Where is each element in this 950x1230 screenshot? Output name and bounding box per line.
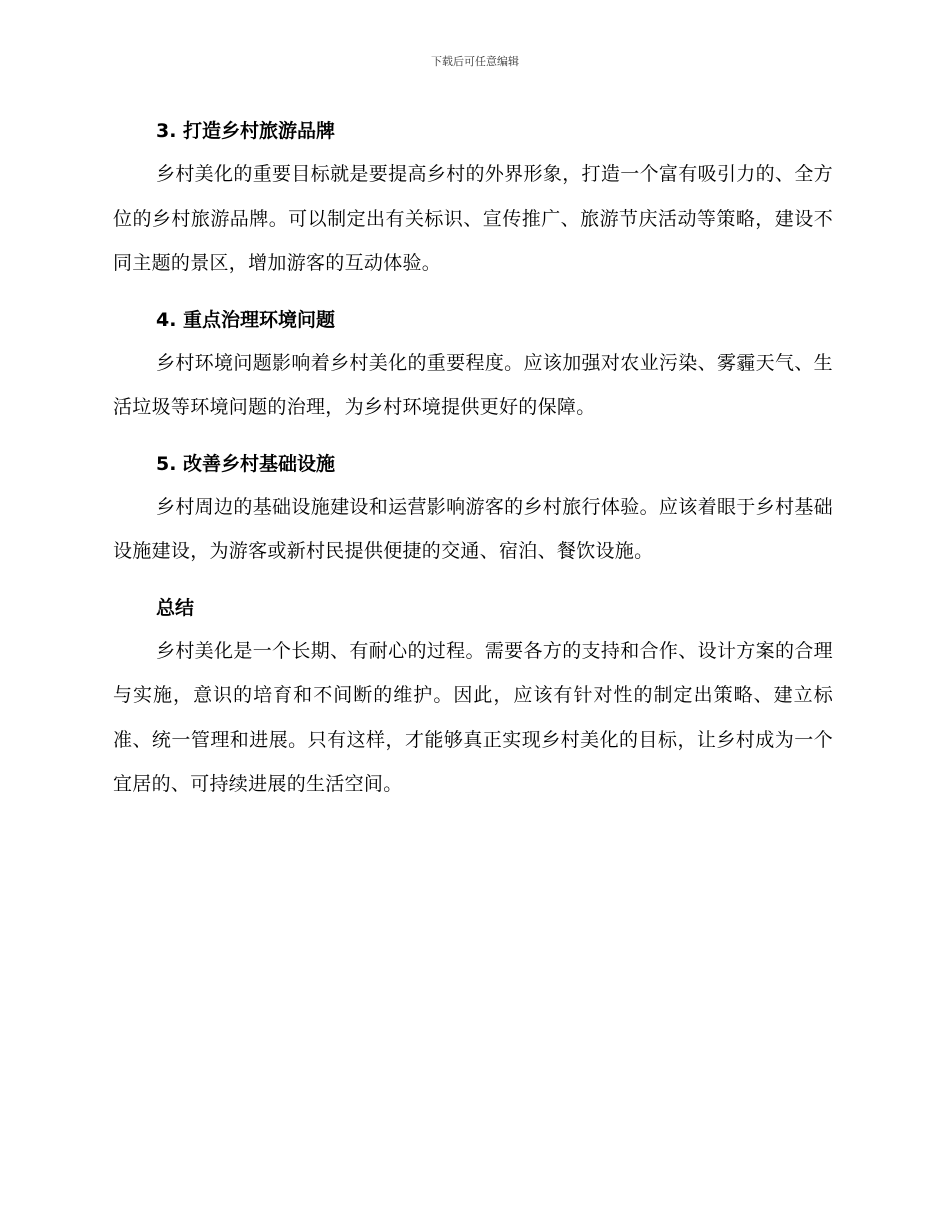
header-note: 下载后可任意编辑: [431, 55, 519, 68]
section-heading-4: 4. 重点治理环境问题: [156, 308, 336, 331]
section-heading-3: 3. 打造乡村旅游品牌: [156, 120, 336, 142]
summary-heading: 总结: [156, 596, 195, 619]
section-4-paragraph: 乡村环境问题影响着乡村美化的重要程度。应该加强对农业污染、雾霾天气、生活垃圾等环境问题的治理，为乡村环境提供更好的保障。: [113, 351, 833, 418]
summary-paragraph: 乡村美化是一个长期、有耐心的过程。需要各方的支持和合作、设计方案的合理与实施，意识的培育和不间断的维护。因此，应该有针对性的制定出策略、建立标准、统一管理和进展。只有这样，才能够真正实现乡村美化的目标，让乡村成为一个宜居的、可持续进展的生活空间。: [113, 639, 833, 795]
section-5-paragraph: 乡村周边的基础设施建设和运营影响游客的乡村旅行体验。应该着眼于乡村基础设施建设，为游客或新村民提供便捷的交通、宿泊、餐饮设施。: [113, 495, 833, 562]
section-3-paragraph: 乡村美化的重要目标就是要提高乡村的外界形象，打造一个富有吸引力的、全方位的乡村旅游品牌。可以制定出有关标识、宣传推广、旅游节庆活动等策略，建设不同主题的景区，增加游客的互动体验。: [113, 163, 833, 274]
section-heading-5: 5. 改善乡村基础设施: [156, 452, 336, 475]
document-body: [113, 110, 833, 820]
